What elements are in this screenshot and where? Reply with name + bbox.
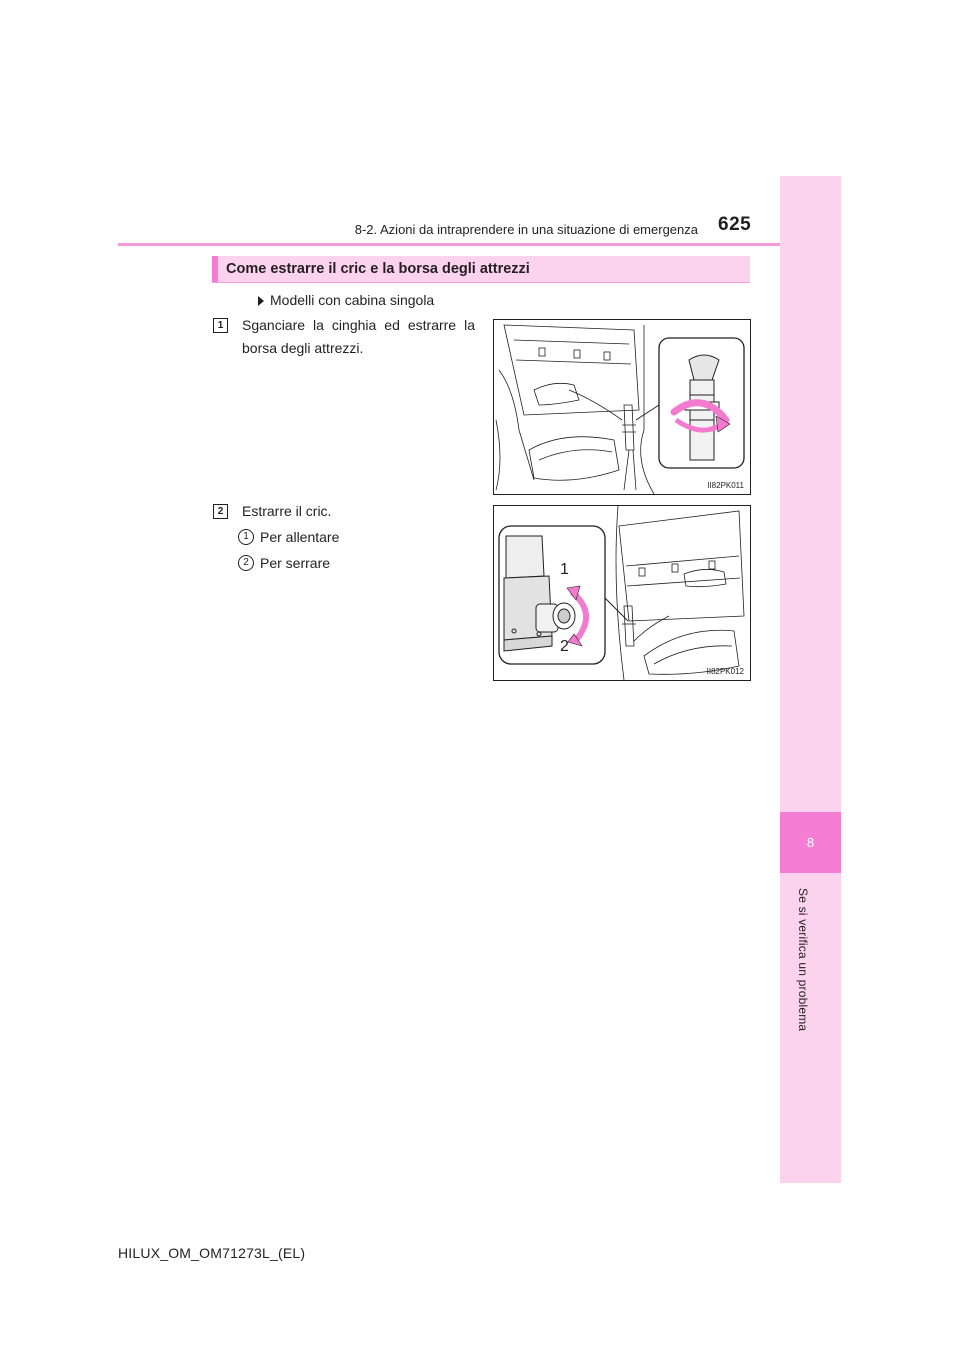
model-bullet (258, 292, 434, 308)
figure-jack-removal (493, 505, 751, 681)
figure-code: II82PK011 (707, 481, 744, 490)
callout-1: 1 (560, 561, 569, 578)
side-tab-top (780, 176, 841, 812)
header-rule (118, 243, 780, 246)
figure-code: II82PK012 (706, 667, 744, 676)
side-tab-chapter-number: 8 (780, 812, 841, 873)
step-1-text-line-1: Sganciare la cinghia ed estrarre la (242, 317, 475, 333)
subitem-2-text: Per serrare (260, 555, 331, 571)
section-heading (212, 256, 750, 283)
page-number: 625 (718, 214, 752, 235)
step-1-text (242, 314, 475, 360)
side-tab-bottom (780, 873, 841, 1183)
bullet-text: Modelli con cabina singola (270, 292, 435, 308)
section-heading-accent (212, 256, 218, 282)
subitem-1-number: 1 (238, 529, 254, 545)
step-1-number: 1 (213, 318, 228, 333)
step-1-text-line-2: borsa degli attrezzi. (242, 340, 364, 356)
bullet-arrow-icon (258, 296, 264, 306)
figure-strap-release (493, 319, 751, 495)
section-heading-text: Come estrarre il cric e la borsa degli attrezzi (226, 261, 530, 277)
strap-release-illustration (494, 320, 750, 494)
step-2-text: Estrarre il cric. (242, 503, 332, 519)
footer-document-code: HILUX_OM_OM71273L_(EL) (118, 1245, 306, 1261)
subitem-1-text: Per allentare (260, 529, 340, 545)
header-section-title: 8-2. Azioni da intraprendere in una situazione di emergenza (354, 222, 698, 237)
side-tab-label: Se si verifica un problema (796, 888, 810, 1032)
step-2-number: 2 (213, 504, 228, 519)
subitem-2-number: 2 (238, 555, 254, 571)
callout-2: 2 (560, 638, 569, 655)
jack-removal-illustration (494, 506, 750, 680)
